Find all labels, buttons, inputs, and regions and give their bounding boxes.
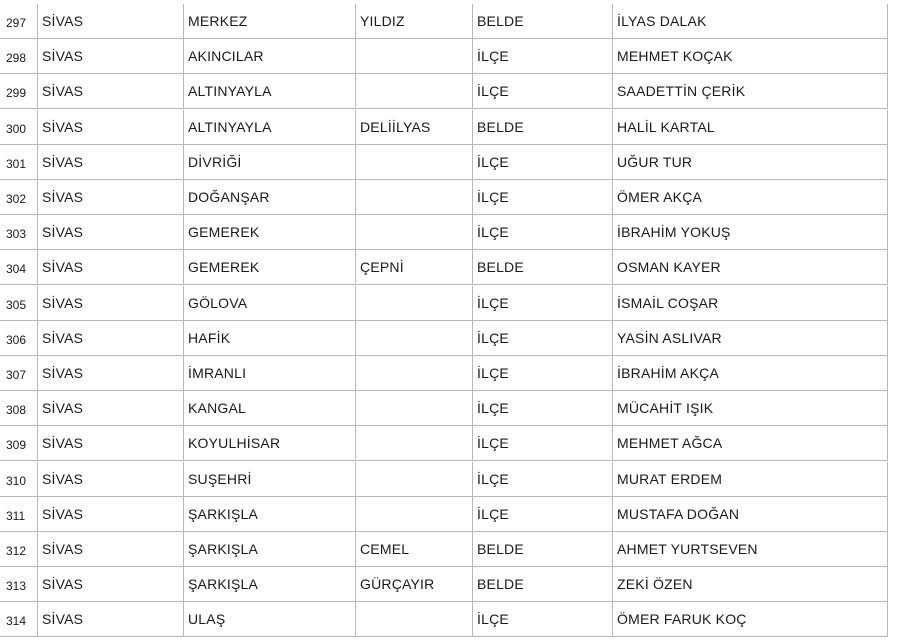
type-cell[interactable]: BELDE (473, 567, 613, 602)
town-cell[interactable]: GÜRÇAYIR (356, 567, 473, 602)
row-number-cell[interactable]: 309 (0, 426, 38, 461)
type-cell[interactable]: İLÇE (473, 215, 613, 250)
mayor-name-cell[interactable]: OSMAN KAYER (613, 250, 888, 285)
town-cell[interactable]: CEMEL (356, 532, 473, 567)
row-number-cell[interactable]: 303 (0, 215, 38, 250)
table-row (0, 567, 900, 602)
town-cell[interactable] (356, 497, 473, 532)
district-cell[interactable]: KANGAL (184, 391, 356, 426)
mayor-name-cell[interactable]: MEHMET KOÇAK (613, 39, 888, 74)
province-cell[interactable]: SİVAS (38, 462, 184, 497)
mayor-name-cell[interactable]: AHMET YURTSEVEN (613, 532, 888, 567)
table-row (0, 4, 900, 39)
type-cell[interactable]: İLÇE (473, 497, 613, 532)
type-cell[interactable]: BELDE (473, 532, 613, 567)
province-cell[interactable]: SİVAS (38, 74, 184, 109)
row-number-cell[interactable]: 304 (0, 250, 38, 285)
row-number-cell[interactable]: 312 (0, 532, 38, 567)
district-cell[interactable]: ALTINYAYLA (184, 74, 356, 109)
province-cell[interactable]: SİVAS (38, 602, 184, 637)
table-row (0, 356, 900, 391)
type-cell[interactable]: BELDE (473, 4, 613, 39)
type-cell[interactable]: BELDE (473, 110, 613, 145)
district-cell[interactable]: ŞARKIŞLA (184, 497, 356, 532)
table-row (0, 74, 900, 109)
district-cell[interactable]: KOYULHİSAR (184, 426, 356, 461)
table-row (0, 602, 900, 637)
table-row (0, 532, 900, 567)
mayor-name-cell[interactable]: MÜCAHİT IŞIK (613, 391, 888, 426)
table-row (0, 180, 900, 215)
town-cell[interactable] (356, 145, 473, 180)
type-cell[interactable]: İLÇE (473, 426, 613, 461)
table-row (0, 497, 900, 532)
town-cell[interactable] (356, 39, 473, 74)
town-cell[interactable] (356, 321, 473, 356)
province-cell[interactable]: SİVAS (38, 532, 184, 567)
table-row (0, 462, 900, 497)
district-cell[interactable]: ULAŞ (184, 602, 356, 637)
table-row (0, 145, 900, 180)
row-number-cell[interactable]: 299 (0, 74, 38, 109)
province-cell[interactable]: SİVAS (38, 145, 184, 180)
district-cell[interactable]: GEMEREK (184, 250, 356, 285)
district-cell[interactable]: DOĞANŞAR (184, 180, 356, 215)
district-cell[interactable]: SUŞEHRİ (184, 462, 356, 497)
district-cell[interactable]: İMRANLI (184, 356, 356, 391)
province-cell[interactable]: SİVAS (38, 180, 184, 215)
row-number-cell[interactable]: 298 (0, 39, 38, 74)
town-cell[interactable] (356, 462, 473, 497)
mayor-name-cell[interactable]: İBRAHİM YOKUŞ (613, 215, 888, 250)
mayor-name-cell[interactable]: İBRAHİM AKÇA (613, 356, 888, 391)
town-cell[interactable] (356, 180, 473, 215)
mayor-name-cell[interactable]: MURAT ERDEM (613, 462, 888, 497)
town-cell[interactable] (356, 391, 473, 426)
type-cell[interactable]: İLÇE (473, 145, 613, 180)
type-cell[interactable]: İLÇE (473, 602, 613, 637)
table-row (0, 286, 900, 321)
province-cell[interactable]: SİVAS (38, 215, 184, 250)
type-cell[interactable]: İLÇE (473, 321, 613, 356)
type-cell[interactable]: İLÇE (473, 180, 613, 215)
type-cell[interactable]: BELDE (473, 250, 613, 285)
mayor-name-cell[interactable]: HALİL KARTAL (613, 110, 888, 145)
type-cell[interactable]: İLÇE (473, 39, 613, 74)
town-cell[interactable] (356, 426, 473, 461)
town-cell[interactable] (356, 215, 473, 250)
province-cell[interactable]: SİVAS (38, 39, 184, 74)
row-number-cell[interactable]: 297 (0, 4, 38, 39)
town-cell[interactable]: ÇEPNİ (356, 250, 473, 285)
province-cell[interactable]: SİVAS (38, 286, 184, 321)
type-cell[interactable]: İLÇE (473, 462, 613, 497)
row-number-cell[interactable]: 301 (0, 145, 38, 180)
mayor-name-cell[interactable]: İLYAS DALAK (613, 4, 888, 39)
town-cell[interactable] (356, 286, 473, 321)
district-cell[interactable]: ŞARKIŞLA (184, 532, 356, 567)
row-number-cell[interactable]: 310 (0, 462, 38, 497)
row-number-cell[interactable]: 305 (0, 286, 38, 321)
mayor-name-cell[interactable]: SAADETTİN ÇERİK (613, 74, 888, 109)
mayor-name-cell[interactable]: İSMAİL COŞAR (613, 286, 888, 321)
district-cell[interactable]: GEMEREK (184, 215, 356, 250)
mayor-name-cell[interactable]: ÖMER AKÇA (613, 180, 888, 215)
province-cell[interactable]: SİVAS (38, 321, 184, 356)
row-number-cell[interactable]: 306 (0, 321, 38, 356)
type-cell[interactable]: İLÇE (473, 74, 613, 109)
mayor-name-cell[interactable]: ÖMER FARUK KOÇ (613, 602, 888, 637)
district-cell[interactable]: AKINCILAR (184, 39, 356, 74)
district-cell[interactable]: ŞARKIŞLA (184, 567, 356, 602)
province-cell[interactable]: SİVAS (38, 497, 184, 532)
row-number-cell[interactable]: 302 (0, 180, 38, 215)
province-cell[interactable]: SİVAS (38, 110, 184, 145)
town-cell[interactable] (356, 356, 473, 391)
row-number-cell[interactable]: 311 (0, 497, 38, 532)
row-number-cell[interactable]: 308 (0, 391, 38, 426)
district-cell[interactable]: HAFİK (184, 321, 356, 356)
province-cell[interactable]: SİVAS (38, 391, 184, 426)
district-cell[interactable]: GÖLOVA (184, 286, 356, 321)
mayor-name-cell[interactable]: YASİN ASLIVAR (613, 321, 888, 356)
province-cell[interactable]: SİVAS (38, 4, 184, 39)
type-cell[interactable]: İLÇE (473, 356, 613, 391)
province-cell[interactable]: SİVAS (38, 567, 184, 602)
town-cell[interactable]: DELİİLYAS (356, 110, 473, 145)
province-cell[interactable]: SİVAS (38, 356, 184, 391)
town-cell[interactable] (356, 74, 473, 109)
province-cell[interactable]: SİVAS (38, 250, 184, 285)
table-row (0, 391, 900, 426)
town-cell[interactable] (356, 602, 473, 637)
town-cell[interactable]: YILDIZ (356, 4, 473, 39)
province-cell[interactable]: SİVAS (38, 426, 184, 461)
mayor-name-cell[interactable]: MUSTAFA DOĞAN (613, 497, 888, 532)
row-number-cell[interactable]: 300 (0, 110, 38, 145)
row-number-cell[interactable]: 314 (0, 602, 38, 637)
district-cell[interactable]: MERKEZ (184, 4, 356, 39)
row-number-cell[interactable]: 307 (0, 356, 38, 391)
mayor-name-cell[interactable]: MEHMET AĞCA (613, 426, 888, 461)
district-cell[interactable]: ALTINYAYLA (184, 110, 356, 145)
table-row (0, 321, 900, 356)
table-row (0, 426, 900, 461)
table-row (0, 39, 900, 74)
table-row (0, 250, 900, 285)
district-cell[interactable]: DİVRİĞİ (184, 145, 356, 180)
type-cell[interactable]: İLÇE (473, 286, 613, 321)
mayor-name-cell[interactable]: ZEKİ ÖZEN (613, 567, 888, 602)
table-row (0, 110, 900, 145)
type-cell[interactable]: İLÇE (473, 391, 613, 426)
mayor-name-cell[interactable]: UĞUR TUR (613, 145, 888, 180)
table-row (0, 215, 900, 250)
row-number-cell[interactable]: 313 (0, 567, 38, 602)
